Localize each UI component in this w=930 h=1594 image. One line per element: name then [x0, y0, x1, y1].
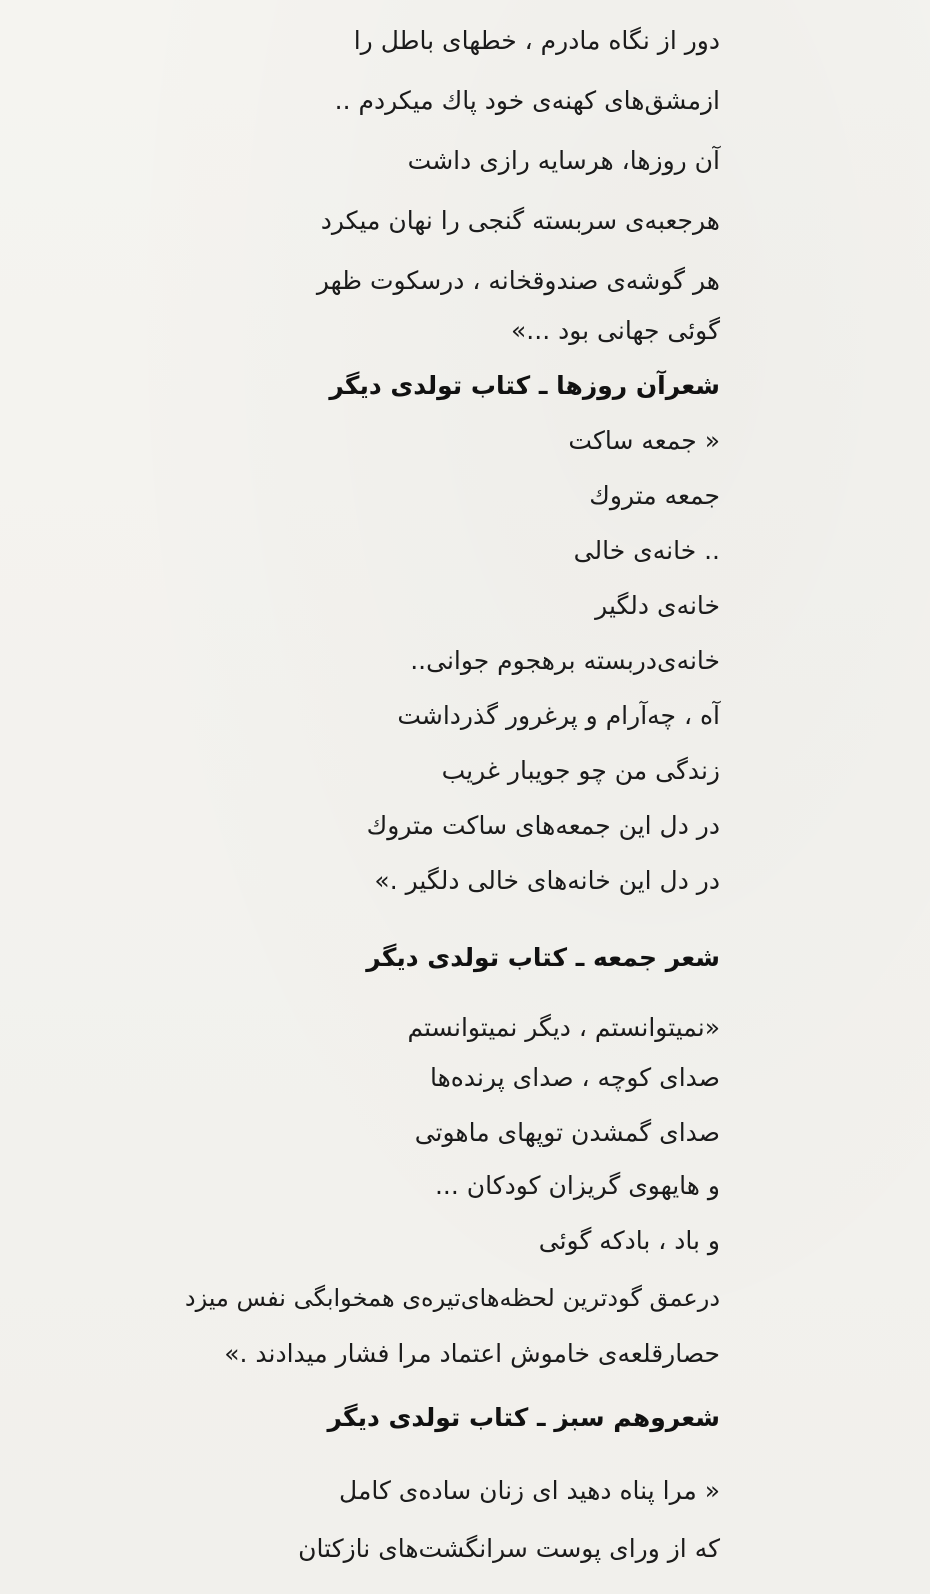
- poem-line: که از ورای پوست سرانگشت‌های نازکتان: [298, 1534, 720, 1563]
- poem-line: ازمشق‌های کهنه‌ی خود پاك میکردم ..: [334, 86, 720, 115]
- poem-line: هر گوشه‌ی صندوقخانه ، درسکوت ظهر: [316, 266, 720, 295]
- poem-line: خانه‌ی‌دربسته برهجوم جوانی..: [410, 646, 720, 675]
- poem-line: خانه‌ی دلگیر: [595, 591, 720, 620]
- source-heading: شعرآن روزها ـ کتاب تولدی دیگر: [329, 371, 720, 400]
- poem-line: گوئی جهانی بود ...»: [511, 316, 720, 345]
- poem-line: در دل این جمعه‌های ساکت متروك: [366, 811, 720, 840]
- poem-line: و هایهوی گریزان کودکان ...: [434, 1171, 720, 1200]
- source-heading: شعروهم سبز ـ کتاب تولدی دیگر: [327, 1403, 720, 1432]
- poem-line: آه ، چه‌آرام و پرغرور گذرداشت: [397, 701, 720, 730]
- poem-line: « جمعه ساکت: [568, 426, 720, 455]
- poem-line: درعمق گودترین لحظه‌های‌تیره‌ی همخوابگی نفس میزد: [184, 1284, 720, 1312]
- poem-line: صدای کوچه ، صدای پرنده‌ها: [430, 1063, 720, 1092]
- poem-line: هرجعبه‌ی سربسته گنجی را نهان میکرد: [320, 206, 720, 235]
- poem-line: آن روزها، هرسایه رازی داشت: [407, 146, 720, 175]
- poem-line: حصارقلعه‌ی خاموش اعتماد مرا فشار میدادند .»: [224, 1339, 720, 1368]
- poem-line: «نمیتوانستم ، دیگر نمیتوانستم: [407, 1013, 720, 1042]
- poem-line: زندگی من چو جویبار غریب: [441, 756, 720, 785]
- poem-line: در دل این خانه‌های خالی دلگیر .»: [374, 866, 720, 895]
- poem-line: جمعه متروك: [589, 481, 720, 510]
- source-heading: شعر جمعه ـ کتاب تولدی دیگر: [366, 943, 720, 972]
- poem-line: صدای گمشدن توپهای ماهوتی: [414, 1118, 720, 1147]
- poem-line: « مرا پناه دهید ای زنان ساده‌ی کامل: [339, 1476, 720, 1505]
- poem-line: و باد ، بادکه گوئی: [538, 1226, 720, 1255]
- poem-line: دور از نگاه مادرم ، خطهای باطل را: [353, 26, 720, 55]
- poem-line: .. خانه‌ی خالی: [573, 536, 720, 565]
